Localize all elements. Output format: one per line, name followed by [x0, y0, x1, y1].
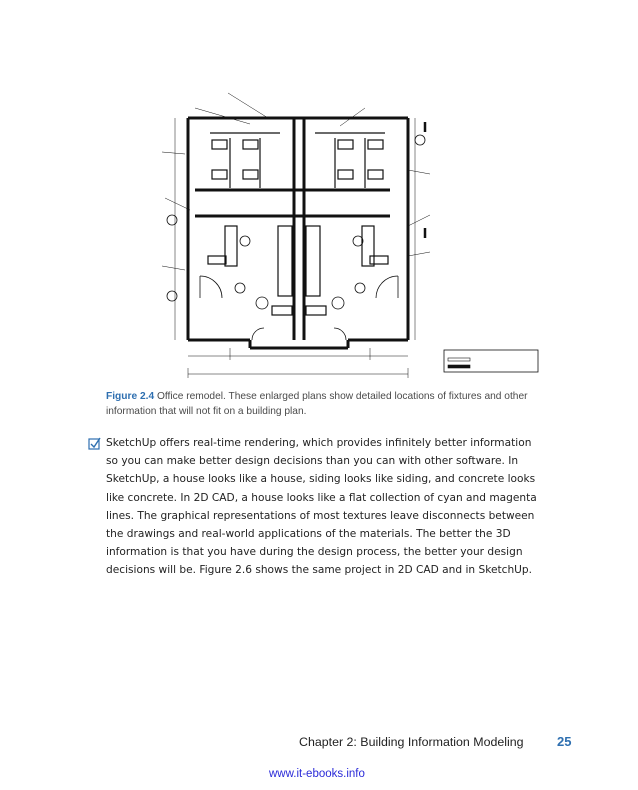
floor-plan-figure	[100, 78, 540, 384]
figure-caption-text: Office remodel. These enlarged plans show detailed locations of fixtures and other information that will not fit on a building plan.	[106, 391, 528, 417]
checkbox-bullet-icon	[88, 437, 101, 450]
footer-chapter-title: Chapter 2: Building Information Modeling	[299, 735, 524, 749]
body-paragraph: SketchUp offers real-time rendering, which provides infinitely better information so you can make better design decisions than you can with other software. In SketchUp, a house looks like a house, siding looks like siding, and concrete looks like concrete. In 2D CAD, a house looks like a flat collection of cyan and magenta lines. The graphical representations of most textures leave disconnects between the drawings and real-world applications of the materials. The better the 3D information is that you have during the design process, the better your design decisions will be. Figure 2.6 shows the same project in 2D CAD and in SketchUp.	[106, 437, 537, 577]
page-number: 25	[557, 734, 572, 749]
source-link[interactable]: www.it-ebooks.info	[269, 768, 365, 780]
figure-caption	[106, 389, 546, 419]
figure-label: Figure 2.4	[106, 391, 155, 402]
